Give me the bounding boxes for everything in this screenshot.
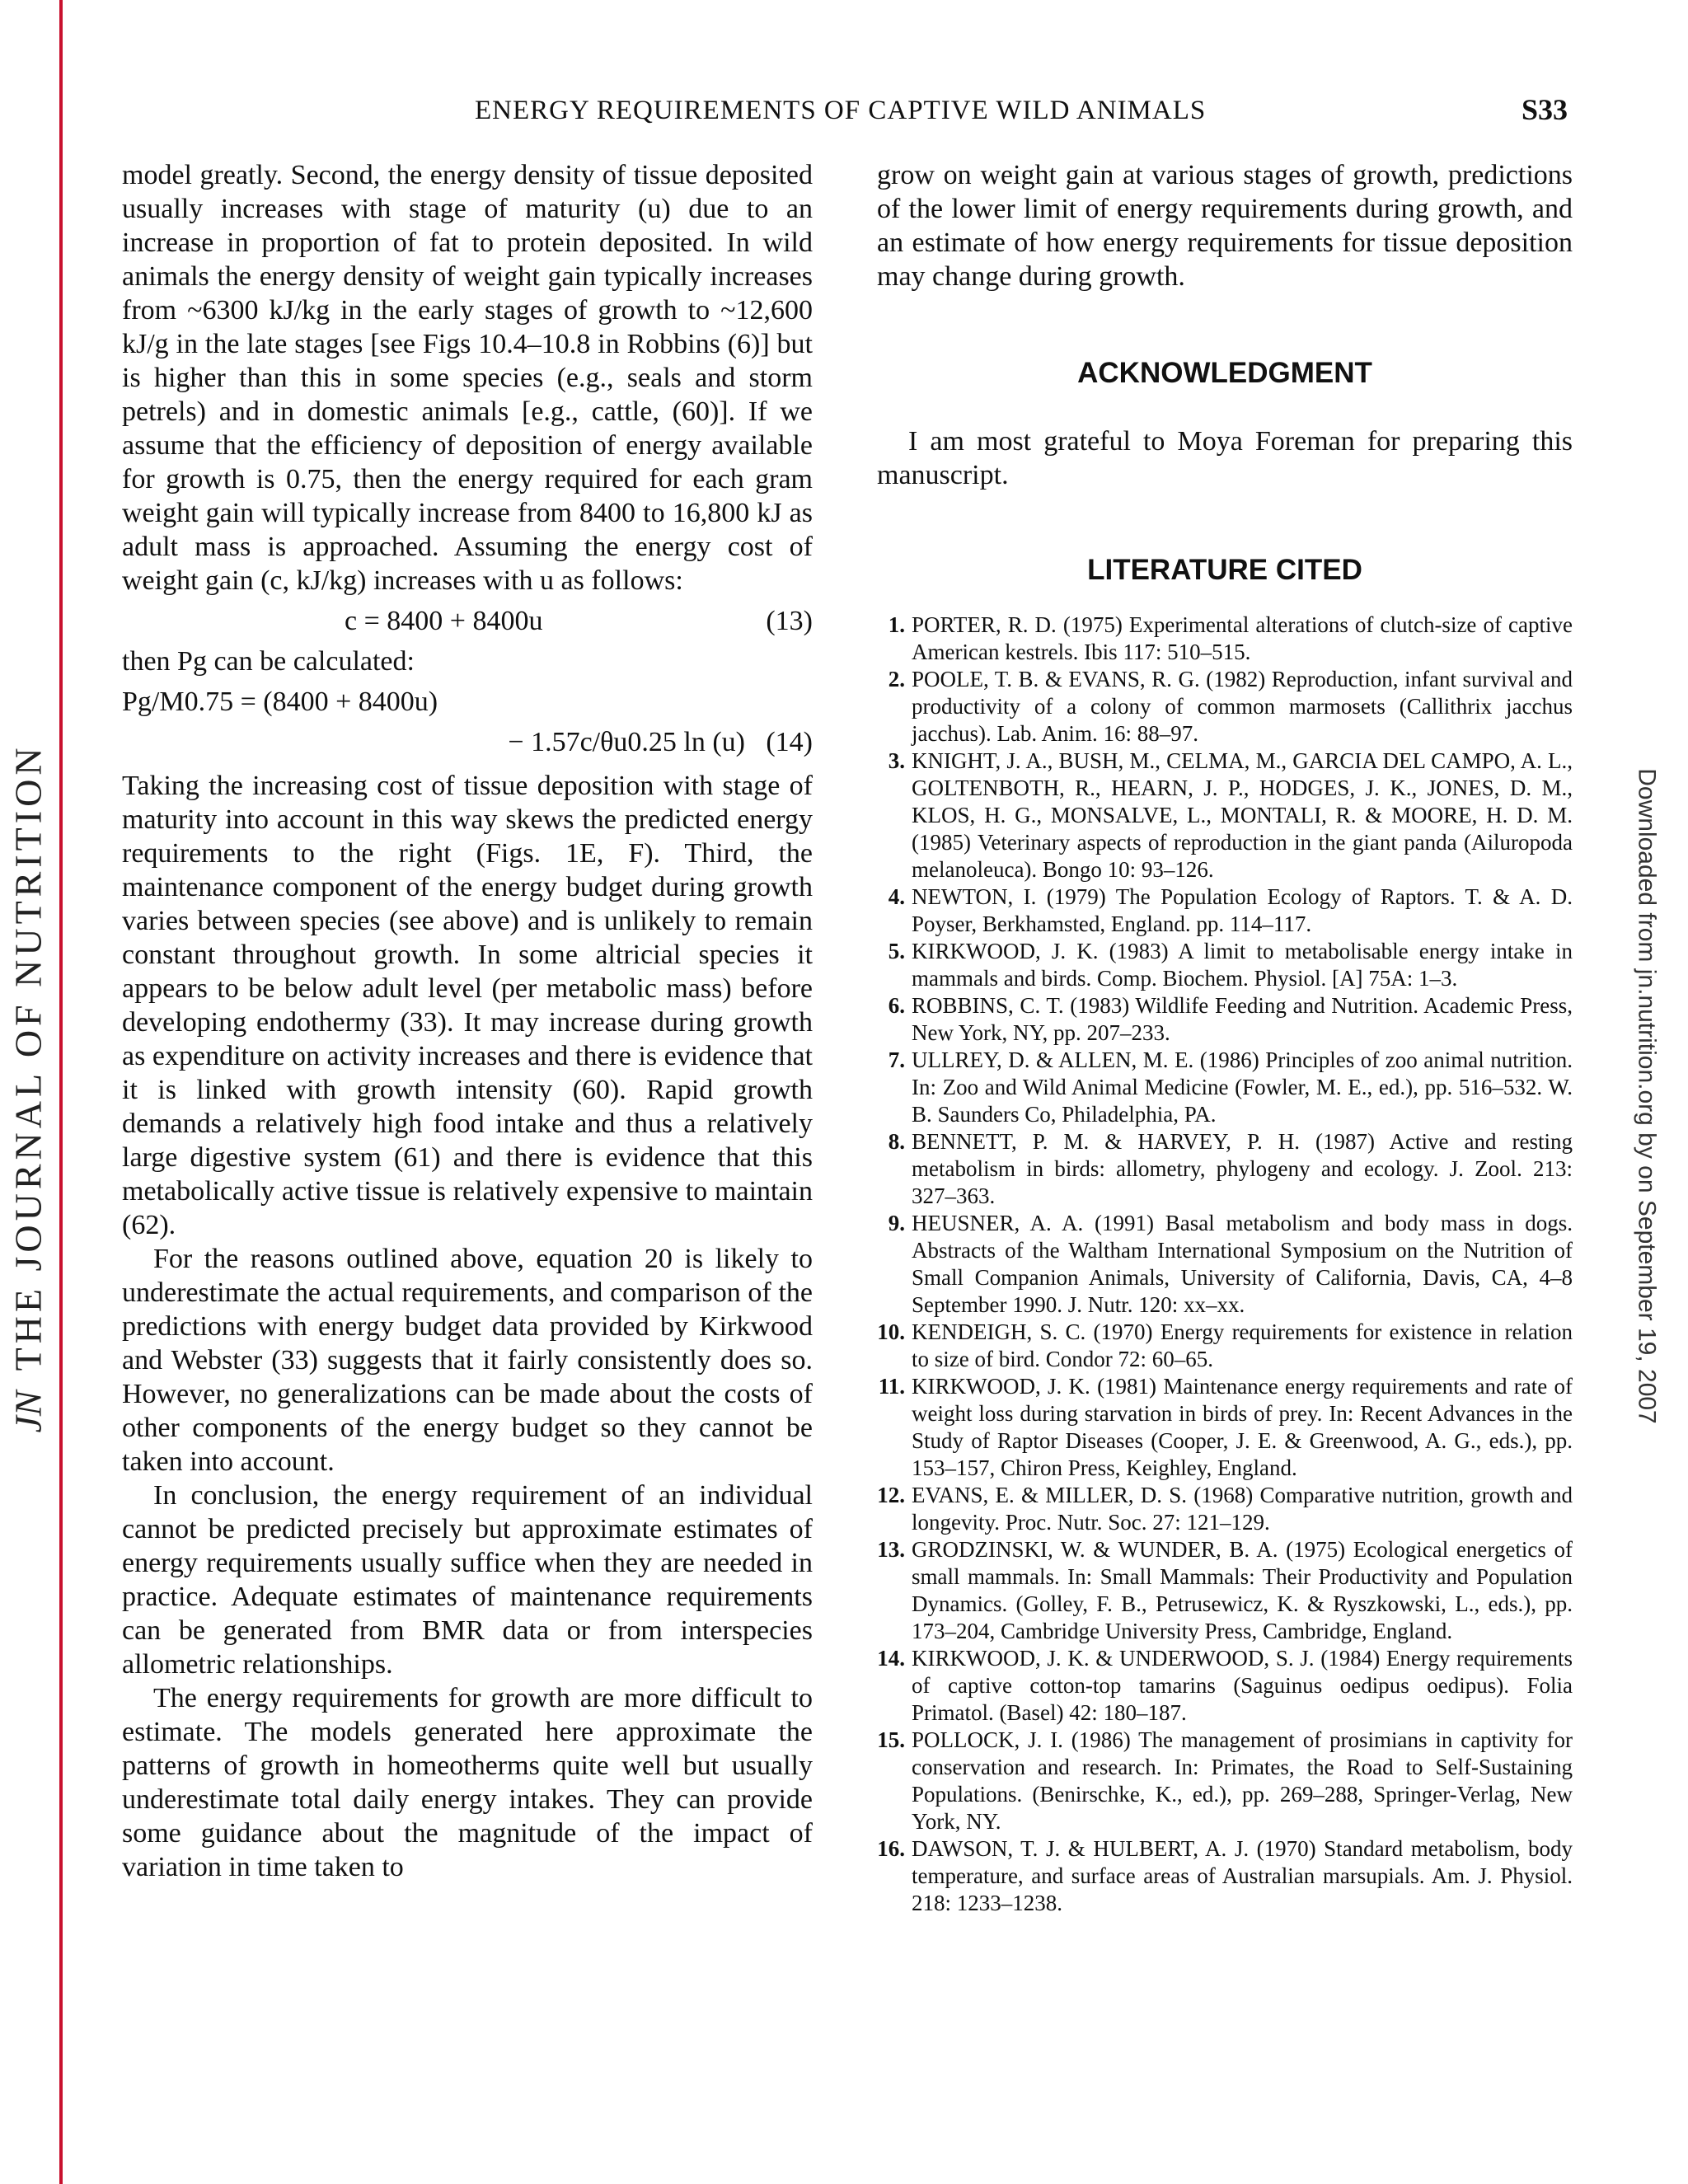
reference-text: KNIGHT, J. A., BUSH, M., CELMA, M., GARCIA DEL CAMPO, A. L., GOLTENBOTH, R., HEARN, J. P., HODGES, J. K., JONES, D. M., KLOS, H. G., MONSALVE, L., MONTALI, R. & MOORE, H. D. M. (1985) Veterinary aspects of reproduction in the giant panda (Ailuropoda melanoleuca). Bongo 10: 93–126.: [912, 748, 1573, 882]
left-column: [122, 158, 813, 1884]
reference-item: [877, 748, 1573, 883]
reference-number: 12.: [877, 1483, 905, 1507]
reference-text: POLLOCK, J. I. (1986) The management of prosimians in captivity for conservation and research. In: Primates, the Road to Self-Sustaining Populations. (Benirschke, K., ed.), pp. 269–288, Springer-Verlag, New York, NY.: [912, 1727, 1573, 1834]
body-paragraph: grow on weight gain at various stages of growth, predictions of the lower limit of energy requirements during growth, and an estimate of how energy requirements for tissue deposition may change during growth.: [877, 160, 1573, 292]
reference-text: EVANS, E. & MILLER, D. S. (1968) Comparative nutrition, growth and longevity. Proc. Nutr. Soc. 27: 121–129.: [912, 1483, 1573, 1535]
acknowledgment-heading: ACKNOWLEDGMENT: [1077, 357, 1372, 389]
reference-item: [877, 1536, 1573, 1645]
reference-number: 9.: [888, 1211, 905, 1235]
reference-number: 13.: [877, 1537, 905, 1562]
reference-text: KIRKWOOD, J. K. & UNDERWOOD, S. J. (1984) Energy requirements of captive cotton-top tamarins (Saguinus oedipus oedipus). Folia Primatol. (Basel) 42: 180–187.: [912, 1646, 1573, 1725]
reference-text: KIRKWOOD, J. K. (1983) A limit to metabolisable energy intake in mammals and birds. Comp. Biochem. Physiol. [A] 75A: 1–3.: [912, 939, 1573, 991]
reference-number: 2.: [888, 667, 905, 691]
download-note-text: Downloaded from jn.nutrition.org by on September 19, 2007: [1634, 768, 1662, 1424]
equation-14-number: (14): [766, 727, 813, 757]
reference-item: [877, 1047, 1573, 1128]
running-head: ENERGY REQUIREMENTS OF CAPTIVE WILD ANIMALS: [475, 96, 1207, 125]
reference-text: NEWTON, I. (1979) The Population Ecology of Raptors. T. & A. D. Poyser, Berkhamsted, England. pp. 114–117.: [912, 884, 1573, 936]
reference-number: 8.: [888, 1129, 905, 1154]
reference-number: 6.: [888, 993, 905, 1018]
body-paragraph: Taking the increasing cost of tissue deposition with stage of maturity into account in this way skews the predicted energy requirements to the right (Figs. 1E, F). Third, the maintenance component of the energy budget during growth varies between species (see above) and is unlikely to remain constant throughout growth. In some altricial species it appears to be below adult level (per metabolic mass) before developing endothermy (33). It may increase during growth as expenditure on activity increases and there is evidence that it is linked with growth intensity (60). Rapid growth demands a relatively high food intake and thus a relatively large digestive system (61) and there is evidence that this metabolically active tissue is relatively expensive to maintain (62).: [122, 771, 813, 1240]
equation-14-line1: Pg/M0.75 = (8400 + 8400u): [122, 687, 438, 717]
literature-heading: LITERATURE CITED: [1087, 554, 1362, 586]
equation-13-number: (13): [766, 606, 813, 636]
reference-text: BENNETT, P. M. & HARVEY, P. H. (1987) Active and resting metabolism in birds: allometry, phylogeny and ecology. J. Zool. 213: 327–363.: [912, 1129, 1573, 1208]
reference-text: KENDEIGH, S. C. (1970) Energy requirements for existence in relation to size of bird. Condor 72: 60–65.: [912, 1319, 1573, 1371]
reference-number: 16.: [877, 1836, 905, 1861]
reference-item: [877, 1210, 1573, 1319]
equation-13: [122, 604, 813, 638]
reference-item: [877, 1373, 1573, 1482]
reference-number: 14.: [877, 1646, 905, 1671]
reference-item: [877, 1482, 1573, 1536]
download-note: [1622, 766, 1672, 1426]
right-column: [877, 158, 1573, 1917]
reference-number: 3.: [888, 748, 905, 773]
reference-item: [877, 1128, 1573, 1210]
reference-text: GRODZINSKI, W. & WUNDER, B. A. (1975) Ecological energetics of small mammals. In: Small Mammals: Their Productivity and Population Dynamics. (Golley, F. B., Petrusewicz, K. & Ryszkowski, L., eds.), pp. 173–204, Cambridge University Press, Cambridge, England.: [912, 1537, 1573, 1643]
reference-number: 10.: [877, 1319, 905, 1344]
reference-text: ROBBINS, C. T. (1983) Wildlife Feeding and Nutrition. Academic Press, New York, NY, pp. 207–233.: [912, 993, 1573, 1045]
journal-abbr: JN: [7, 1390, 49, 1433]
reference-number: 7.: [888, 1047, 905, 1072]
reference-number: 11.: [878, 1374, 905, 1399]
equation-14-line2: [122, 725, 813, 759]
reference-item: [877, 1319, 1573, 1373]
journal-name: THE JOURNAL OF NUTRITION: [7, 743, 49, 1371]
reference-item: [877, 938, 1573, 992]
reference-text: ULLREY, D. & ALLEN, M. E. (1986) Principles of zoo animal nutrition. In: Zoo and Wild Animal Medicine (Fowler, M. E., ed.), pp. 516–532. W. B. Saunders Co, Philadelphia, PA.: [912, 1047, 1573, 1127]
reference-item: [877, 883, 1573, 938]
reference-item: [877, 612, 1573, 666]
reference-item: [877, 1727, 1573, 1835]
body-paragraph: model greatly. Second, the energy density of tissue deposited usually increases with stage of maturity (u) due to an increase in proportion of fat to protein deposited. In wild animals the energy density of weight gain typically increases from ~6300 kJ/kg in the early stages of growth to ~12,600 kJ/g in the late stages [see Figs 10.4–10.8 in Robbins (6)] but is higher than this in some species (e.g., seals and storm petrels) and in domestic animals [e.g., cattle, (60)]. If we assume that the efficiency of deposition of energy available for growth is 0.75, then the energy required for each gram weight gain will typically increase from 8400 to 16,800 kJ as adult mass is approached. Assuming the energy cost of weight gain (c, kJ/kg) increases with u as follows:: [122, 160, 813, 596]
reference-text: KIRKWOOD, J. K. (1981) Maintenance energy requirements and rate of weight loss during starvation in birds of prey. In: Recent Advances in the Study of Raptor Diseases (Cooper, J. E. & Greenwood, A. G., eds.), pp. 153–157, Chiron Press, Keighley, England.: [912, 1374, 1573, 1480]
reference-number: 5.: [888, 939, 905, 963]
reference-text: PORTER, R. D. (1975) Experimental alterations of clutch-size of captive American kestrels. Ibis 117: 510–515.: [912, 612, 1573, 664]
reference-item: [877, 992, 1573, 1047]
body-paragraph: In conclusion, the energy requirement of an individual cannot be predicted precisely but approximate estimates of energy requirements usually suffice when they are needed in practice. Adequate estimates of maintenance requirements can be generated from BMR data or from interspecies allometric relationships.: [122, 1480, 813, 1680]
reference-number: 1.: [888, 612, 905, 637]
reference-number: 4.: [888, 884, 905, 909]
reference-text: HEUSNER, A. A. (1991) Basal metabolism and body mass in dogs. Abstracts of the Waltham International Symposium on the Nutrition of Small Companion Animals, University of California, Davis, CA, 4–8 September 1990. J. Nutr. 120: xx–xx.: [912, 1211, 1573, 1317]
reference-text: DAWSON, T. J. & HULBERT, A. J. (1970) Standard metabolism, body temperature, and surface areas of Australian marsupials. Am. J. Physiol. 218: 1233–1238.: [912, 1836, 1573, 1915]
margin-rule: [59, 0, 63, 2184]
page-number: S33: [1521, 93, 1568, 126]
journal-sidebar: [2, 743, 54, 1433]
body-paragraph: For the reasons outlined above, equation 20 is likely to underestimate the actual requirements, and comparison of the predictions with energy budget data provided by Kirkwood and Webster (33) suggests that it fairly consistently does so. However, no generalizations can be made about the costs of other components of the energy budget so they cannot be taken into account.: [122, 1244, 813, 1477]
reference-item: [877, 1645, 1573, 1727]
acknowledgment-text: I am most grateful to Moya Foreman for preparing this manuscript.: [877, 426, 1573, 490]
reference-text: POOLE, T. B. & EVANS, R. G. (1982) Reproduction, infant survival and productivity of a colony of common marmosets (Callithrix jacchus jacchus). Lab. Anim. 16: 88–97.: [912, 667, 1573, 746]
reference-item: [877, 666, 1573, 748]
reference-number: 15.: [877, 1727, 905, 1752]
equation-14-expr: − 1.57c/θu0.25 ln (u): [508, 727, 745, 757]
reference-list: [877, 612, 1573, 1917]
equation-13-expr: c = 8400 + 8400u: [345, 606, 543, 636]
body-text: then Pg can be calculated:: [122, 646, 415, 677]
reference-item: [877, 1835, 1573, 1917]
body-paragraph: The energy requirements for growth are more difficult to estimate. The models generated here approximate the patterns of growth in homeotherms quite well but usually underestimate total daily energy intakes. They can provide some guidance about the magnitude of the impact of variation in time taken to: [122, 1683, 813, 1882]
